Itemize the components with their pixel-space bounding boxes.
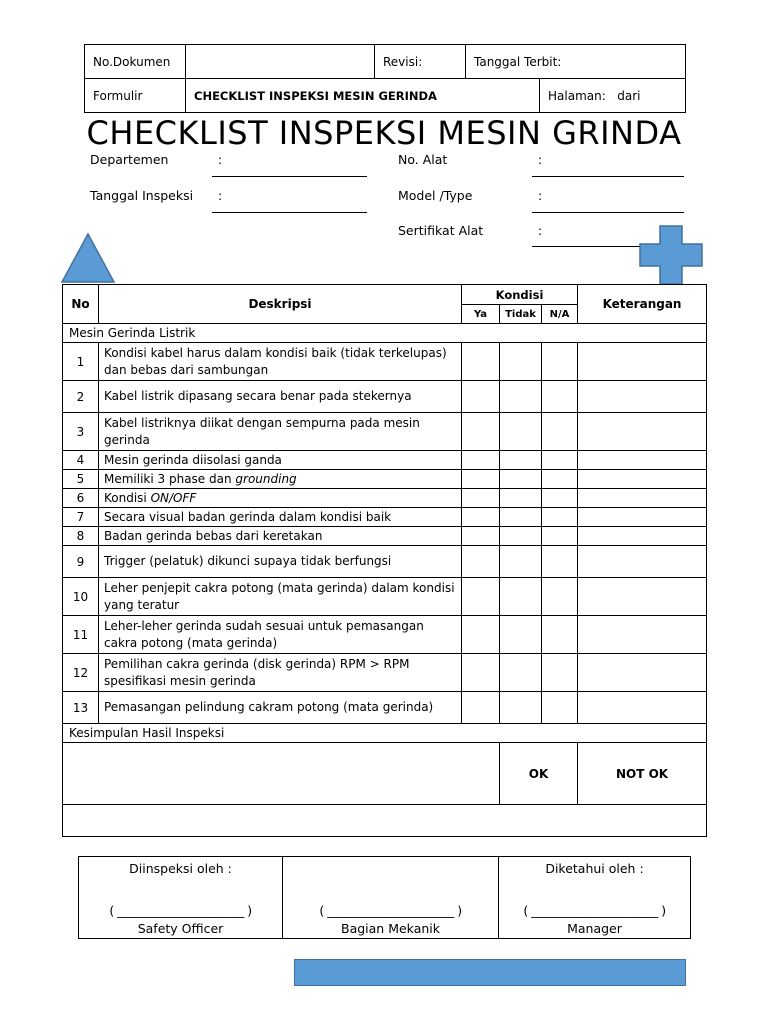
- row-number: 11: [63, 616, 99, 654]
- check-yes-cell[interactable]: [462, 343, 500, 381]
- check-yes-cell[interactable]: [462, 508, 500, 527]
- col-yes-header: Ya: [462, 305, 500, 324]
- cross-shape: [638, 224, 704, 286]
- table-row: [63, 692, 707, 724]
- page-of-label: dari: [617, 88, 641, 103]
- signature-cell-inspector[interactable]: [79, 857, 283, 939]
- signature-line: ( ______________________ ): [109, 903, 252, 918]
- row-number: 4: [63, 451, 99, 470]
- department-field[interactable]: [212, 176, 367, 177]
- inspection-date-field[interactable]: [212, 212, 367, 213]
- model-type-label: Model /Type: [398, 188, 473, 203]
- row-description: Pemilihan cakra gerinda (disk gerinda) RPM > RPM spesifikasi mesin gerinda: [99, 654, 462, 692]
- tool-no-label: No. Alat: [398, 152, 448, 167]
- remarks-cell[interactable]: [578, 343, 707, 381]
- row-description-text: Memiliki 3 phase dan: [104, 471, 236, 486]
- signature-cell-manager[interactable]: [499, 857, 691, 939]
- checklist-table: [62, 284, 707, 837]
- acknowledged-by-label: Diketahui oleh :: [545, 861, 644, 876]
- remarks-cell[interactable]: [578, 451, 707, 470]
- check-na-cell[interactable]: [542, 413, 578, 451]
- remarks-cell[interactable]: [578, 546, 707, 578]
- check-not-cell[interactable]: [500, 451, 542, 470]
- remarks-cell[interactable]: [578, 489, 707, 508]
- row-description: Pemasangan pelindung cakram potong (mata gerinda): [99, 692, 462, 724]
- row-description: [99, 470, 462, 489]
- doc-no-label: No.Dokumen: [85, 45, 186, 79]
- row-number: 3: [63, 413, 99, 451]
- row-number: 8: [63, 527, 99, 546]
- conclusion-title: Kesimpulan Hasil Inspeksi: [63, 724, 707, 743]
- check-yes-cell[interactable]: [462, 527, 500, 546]
- row-description: Kabel listriknya diikat dengan sempurna pada mesin gerinda: [99, 413, 462, 451]
- table-row: [63, 470, 707, 489]
- remarks-cell[interactable]: [578, 616, 707, 654]
- table-row: [63, 451, 707, 470]
- col-condition-header: Kondisi: [462, 285, 578, 305]
- signature-line: ( ______________________ ): [319, 903, 462, 918]
- check-yes-cell[interactable]: [462, 692, 500, 724]
- remarks-cell[interactable]: [578, 381, 707, 413]
- row-number: 9: [63, 546, 99, 578]
- page-cell: [540, 79, 686, 113]
- row-description: Kondisi kabel harus dalam kondisi baik (tidak terkelupas) dan bebas dari sambungan: [99, 343, 462, 381]
- check-not-cell[interactable]: [500, 413, 542, 451]
- row-description: [99, 489, 462, 508]
- remarks-cell[interactable]: [578, 578, 707, 616]
- table-row: [63, 654, 707, 692]
- check-na-cell[interactable]: [542, 343, 578, 381]
- document-header-table: [84, 44, 686, 113]
- inspection-date-label: Tanggal Inspeksi: [90, 188, 194, 203]
- col-not-header: Tidak: [500, 305, 542, 324]
- check-yes-cell[interactable]: [462, 616, 500, 654]
- row-description-emphasis: ON/OFF: [150, 490, 197, 505]
- row-number: 6: [63, 489, 99, 508]
- inspection-date-colon: :: [218, 188, 223, 203]
- check-not-cell[interactable]: [500, 654, 542, 692]
- department-colon: :: [218, 152, 223, 167]
- table-row: [63, 578, 707, 616]
- conclusion-notes-cell[interactable]: [63, 743, 500, 805]
- check-not-cell[interactable]: [500, 616, 542, 654]
- col-remarks-header: Keterangan: [578, 285, 707, 324]
- check-not-cell[interactable]: [500, 381, 542, 413]
- col-no-header: No: [63, 285, 99, 324]
- col-na-header: N/A: [542, 305, 578, 324]
- check-not-cell[interactable]: [500, 470, 542, 489]
- issue-date-label: Tanggal Terbit:: [466, 45, 686, 79]
- remarks-cell[interactable]: [578, 413, 707, 451]
- remarks-cell[interactable]: [578, 470, 707, 489]
- check-not-cell[interactable]: [500, 508, 542, 527]
- row-description-text: Kondisi: [104, 490, 151, 505]
- signature-line: ( ______________________ ): [523, 903, 666, 918]
- check-yes-cell[interactable]: [462, 546, 500, 578]
- check-yes-cell[interactable]: [462, 470, 500, 489]
- check-yes-cell[interactable]: [462, 413, 500, 451]
- check-not-cell[interactable]: [500, 343, 542, 381]
- col-description-header: Deskripsi: [99, 285, 462, 324]
- certificate-colon: :: [538, 223, 543, 238]
- table-row: [63, 527, 707, 546]
- row-number: 10: [63, 578, 99, 616]
- row-number: 12: [63, 654, 99, 692]
- row-number: 1: [63, 343, 99, 381]
- row-number: 5: [63, 470, 99, 489]
- check-na-cell[interactable]: [542, 692, 578, 724]
- remarks-cell[interactable]: [578, 692, 707, 724]
- page-title: CHECKLIST INSPEKSI MESIN GRINDA: [86, 114, 682, 152]
- role-safety-officer: Safety Officer: [137, 921, 224, 936]
- table-row: [63, 616, 707, 654]
- revision-label: Revisi:: [375, 45, 466, 79]
- inspected-by-label: Diinspeksi oleh :: [129, 861, 232, 876]
- model-type-field[interactable]: [532, 212, 684, 213]
- triangle-shape: [60, 232, 116, 284]
- certificate-field[interactable]: [532, 246, 644, 247]
- row-description: Leher penjepit cakra potong (mata gerinda) dalam kondisi yang teratur: [99, 578, 462, 616]
- check-not-cell[interactable]: [500, 578, 542, 616]
- row-description: Mesin gerinda diisolasi ganda: [99, 451, 462, 470]
- check-na-cell[interactable]: [542, 470, 578, 489]
- remarks-cell[interactable]: [578, 527, 707, 546]
- certificate-label: Sertifikat Alat: [398, 223, 484, 238]
- signature-cell-mechanic[interactable]: [283, 857, 499, 939]
- check-yes-cell[interactable]: [462, 578, 500, 616]
- model-type-colon: :: [538, 188, 543, 203]
- check-not-cell[interactable]: [500, 546, 542, 578]
- form-title: CHECKLIST INSPEKSI MESIN GERINDA: [186, 79, 540, 113]
- row-description-emphasis: grounding: [235, 471, 297, 486]
- tool-no-field[interactable]: [532, 176, 684, 177]
- not-ok-option[interactable]: NOT OK: [578, 743, 707, 805]
- department-label: Departemen: [90, 152, 169, 167]
- check-na-cell[interactable]: [542, 546, 578, 578]
- check-yes-cell[interactable]: [462, 381, 500, 413]
- ok-option[interactable]: OK: [500, 743, 578, 805]
- check-na-cell[interactable]: [542, 381, 578, 413]
- footer-bar: [294, 959, 686, 986]
- signature-table: [78, 856, 691, 939]
- check-not-cell[interactable]: [500, 692, 542, 724]
- conclusion-blank-row[interactable]: [63, 805, 707, 837]
- check-na-cell[interactable]: [542, 451, 578, 470]
- role-mechanic: Bagian Mekanik: [341, 921, 440, 936]
- table-row: [63, 508, 707, 527]
- check-na-cell[interactable]: [542, 527, 578, 546]
- check-na-cell[interactable]: [542, 616, 578, 654]
- row-description: Leher-leher gerinda sudah sesuai untuk pemasangan cakra potong (mata gerinda): [99, 616, 462, 654]
- form-label: Formulir: [85, 79, 186, 113]
- table-row: [63, 381, 707, 413]
- row-number: 2: [63, 381, 99, 413]
- check-na-cell[interactable]: [542, 654, 578, 692]
- check-yes-cell[interactable]: [462, 489, 500, 508]
- row-number: 13: [63, 692, 99, 724]
- row-number: 7: [63, 508, 99, 527]
- remarks-cell[interactable]: [578, 508, 707, 527]
- tool-no-colon: :: [538, 152, 543, 167]
- table-row: [63, 413, 707, 451]
- check-yes-cell[interactable]: [462, 654, 500, 692]
- check-not-cell[interactable]: [500, 489, 542, 508]
- row-description: Badan gerinda bebas dari keretakan: [99, 527, 462, 546]
- section-title: Mesin Gerinda Listrik: [63, 324, 707, 343]
- check-na-cell[interactable]: [542, 508, 578, 527]
- row-description: Secara visual badan gerinda dalam kondisi baik: [99, 508, 462, 527]
- table-row: [63, 489, 707, 508]
- row-description: Kabel listrik dipasang secara benar pada stekernya: [99, 381, 462, 413]
- table-row: [63, 343, 707, 381]
- row-description: Trigger (pelatuk) dikunci supaya tidak berfungsi: [99, 546, 462, 578]
- table-row: [63, 546, 707, 578]
- doc-no-field[interactable]: [186, 45, 375, 79]
- check-not-cell[interactable]: [500, 527, 542, 546]
- role-manager: Manager: [567, 921, 622, 936]
- check-yes-cell[interactable]: [462, 451, 500, 470]
- check-na-cell[interactable]: [542, 578, 578, 616]
- remarks-cell[interactable]: [578, 654, 707, 692]
- page-label: Halaman:: [548, 88, 606, 103]
- check-na-cell[interactable]: [542, 489, 578, 508]
